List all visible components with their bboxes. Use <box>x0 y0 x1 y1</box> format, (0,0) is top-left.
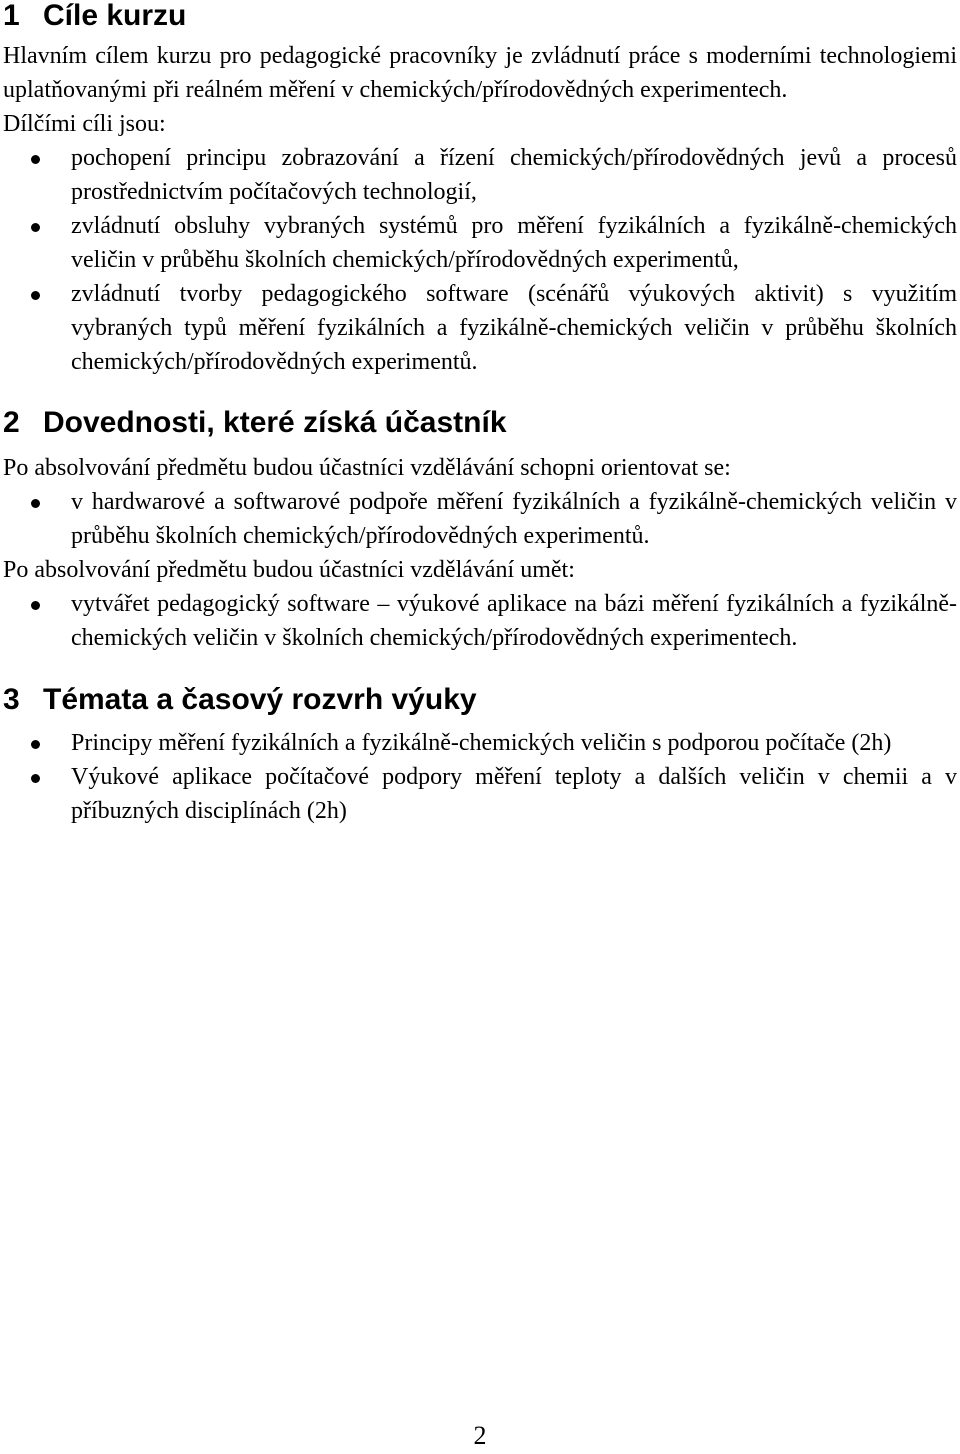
list-item-text: pochopení principu zobrazování a řízení chemických/přírodovědných jevů a procesů prostřednictvím počítačových technologií, <box>71 145 957 205</box>
bullet-icon <box>31 291 40 300</box>
list-item <box>3 485 957 553</box>
list-item-text: Principy měření fyzikálních a fyzikálně-chemických veličin s podporou počítače (2h) <box>71 730 892 756</box>
section-number: 2 <box>3 406 20 439</box>
section-title: Cíle kurzu <box>43 0 187 32</box>
list-item <box>3 277 957 379</box>
page-number: 2 <box>473 1421 487 1450</box>
list-item <box>3 587 957 655</box>
bullet-icon <box>31 601 40 610</box>
skills-list-orient <box>3 485 957 553</box>
section-course-goals <box>3 0 957 379</box>
section-topics-schedule <box>3 683 957 828</box>
skills-list-abilities <box>3 587 957 655</box>
list-item <box>3 141 957 209</box>
section-heading <box>3 0 957 33</box>
section-heading <box>3 683 957 717</box>
bullet-icon <box>31 774 40 783</box>
bullet-icon <box>31 740 40 749</box>
list-item-text: zvládnutí tvorby pedagogického software (scénářů výukových aktivit) s využitím vybraných typů měření fyzikálních a fyzikálně-chemických veličin v průběhu školních chemických/přírodovědných experimentů. <box>71 281 957 375</box>
list-item-text: vytvářet pedagogický software – výukové aplikace na bázi měření fyzikálních a fyzikálně-chemických veličin v školních chemických/přírodovědných experimentech. <box>71 591 957 651</box>
list-item <box>3 209 957 277</box>
section-title: Témata a časový rozvrh výuky <box>43 683 477 716</box>
bullet-icon <box>31 155 40 164</box>
subgoals-intro: Dílčími cíli jsou: <box>3 111 166 137</box>
list-item-text: Výukové aplikace počítačové podpory měření teploty a dalších veličin v chemii a v příbuzných disciplínách (2h) <box>71 764 957 824</box>
list-item-text: v hardwarové a softwarové podpoře měření fyzikálních a fyzikálně-chemických veličin v průběhu školních chemických/přírodovědných experimentů. <box>71 489 957 549</box>
goals-list <box>3 141 957 379</box>
list-item-text: zvládnutí obsluhy vybraných systémů pro měření fyzikálních a fyzikálně-chemických veličin v průběhu školních chemických/přírodovědných experimentů, <box>71 213 957 273</box>
bullet-icon <box>31 499 40 508</box>
skills-intro-abilities: Po absolvování předmětu budou účastníci vzdělávání umět: <box>3 557 575 583</box>
section-number: 1 <box>3 0 20 32</box>
section-number: 3 <box>3 683 20 716</box>
list-item <box>3 760 957 828</box>
section-heading <box>3 406 957 440</box>
list-item <box>3 726 957 760</box>
document-content <box>3 0 957 828</box>
skills-intro-orient: Po absolvování předmětu budou účastníci vzdělávání schopni orientovat se: <box>3 455 731 481</box>
bullet-icon <box>31 223 40 232</box>
topics-list <box>3 726 957 828</box>
section-skills <box>3 406 957 655</box>
section-title: Dovednosti, které získá účastník <box>43 406 507 439</box>
intro-paragraph: Hlavním cílem kurzu pro pedagogické pracovníky je zvládnutí práce s moderními technologiemi uplatňovanými při reálném měření v chemických/přírodovědných experimentech. <box>3 43 957 103</box>
